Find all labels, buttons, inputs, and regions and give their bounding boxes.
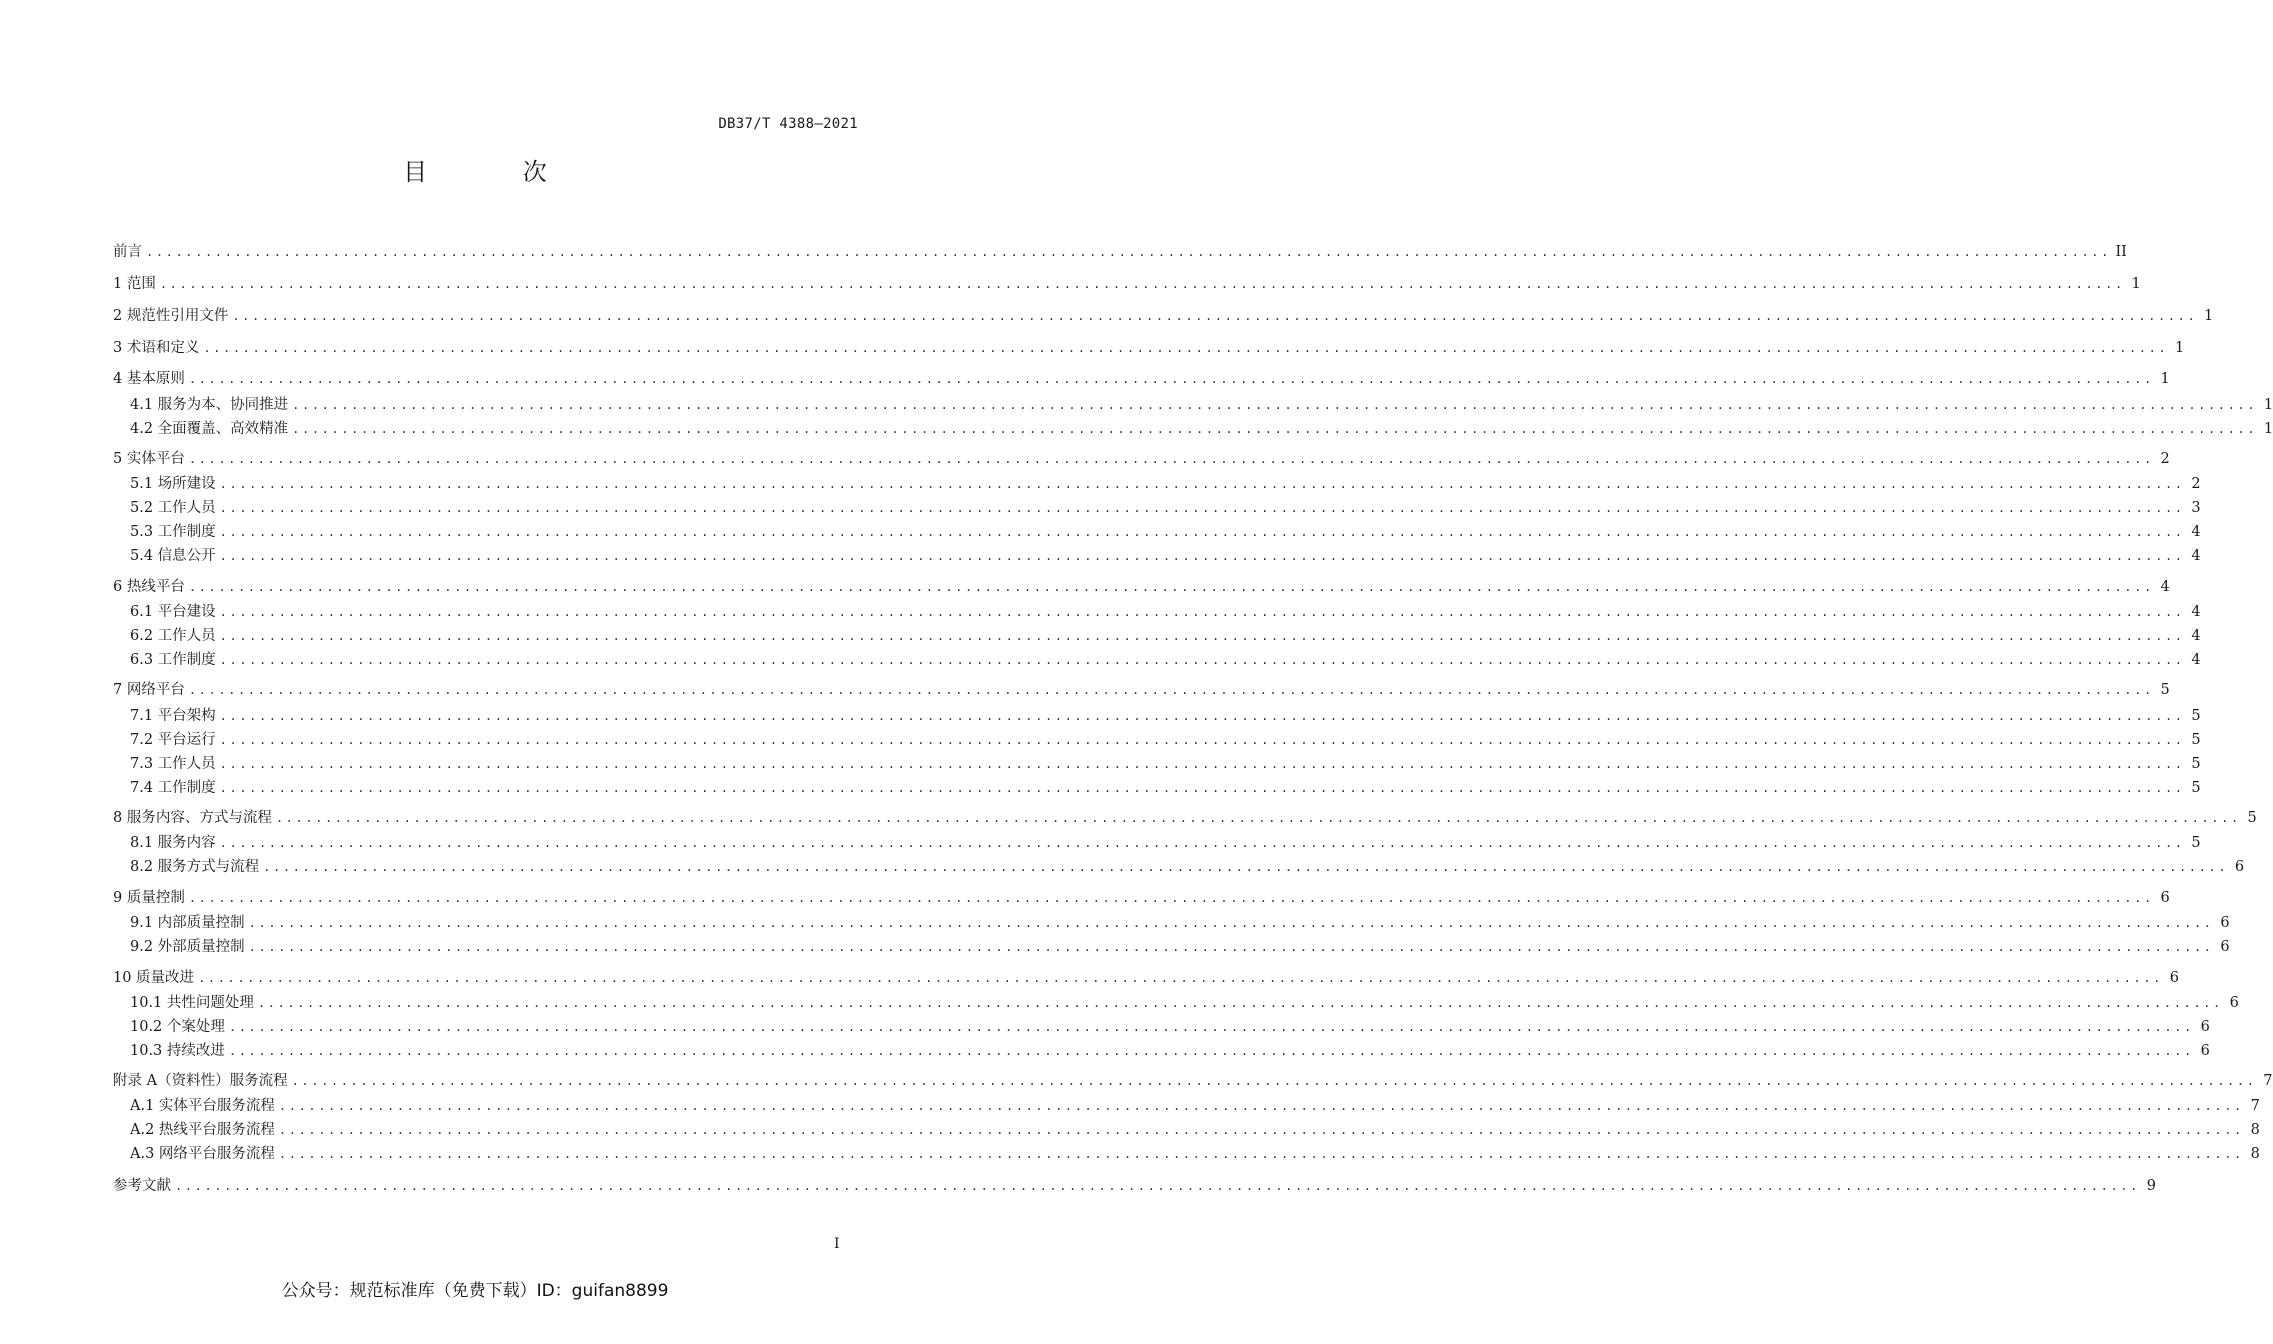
toc-dot-leader: ........................................................................................................................................................................................................ bbox=[188, 452, 2154, 466]
toc-entry-label: 10.2 个案处理 bbox=[130, 1019, 225, 1035]
toc-entry-page: 6 bbox=[2200, 1019, 2210, 1035]
toc-entry-page: 4 bbox=[2191, 548, 2201, 564]
toc-entry-page: 3 bbox=[2191, 500, 2201, 516]
toc-entry-page: 5 bbox=[2191, 780, 2201, 796]
toc-dot-leader: ........................................................................................................................................................................................................ bbox=[146, 245, 2111, 259]
toc-entry-label: 10.3 持续改进 bbox=[130, 1043, 225, 1059]
toc-subentry[interactable] bbox=[130, 1016, 2210, 1038]
toc-subentry[interactable] bbox=[130, 1095, 2260, 1117]
toc-entry-page: 4 bbox=[2191, 652, 2201, 668]
toc-dot-leader: ........................................................................................................................................................................................................ bbox=[291, 1074, 2257, 1088]
toc-subentry[interactable] bbox=[130, 497, 2201, 519]
toc-entry-label: 2 规范性引用文件 bbox=[113, 308, 229, 324]
toc-entry[interactable] bbox=[113, 679, 2170, 701]
toc-entry-page: 4 bbox=[2160, 579, 2170, 595]
toc-dot-leader: ........................................................................................................................................................................................................ bbox=[219, 501, 2185, 515]
toc-entry-label: 6 热线平台 bbox=[113, 579, 185, 595]
toc-entry-label: 6.3 工作制度 bbox=[130, 652, 216, 668]
page-number: I bbox=[834, 1236, 840, 1252]
toc-title: 目 次 bbox=[403, 158, 591, 186]
toc-entry-label: 7.2 平台运行 bbox=[130, 732, 216, 748]
toc-entry[interactable] bbox=[113, 368, 2170, 390]
toc-subentry[interactable] bbox=[130, 729, 2201, 751]
toc-subentry[interactable] bbox=[130, 912, 2230, 934]
toc-dot-leader: ........................................................................................................................................................................................................ bbox=[188, 580, 2154, 594]
toc-entry-page: 8 bbox=[2250, 1122, 2260, 1138]
toc-entry-page: 5 bbox=[2247, 810, 2257, 826]
toc-dot-leader: ........................................................................................................................................................................................................ bbox=[219, 653, 2185, 667]
toc-entry-page: 7 bbox=[2263, 1073, 2273, 1089]
toc-entry[interactable] bbox=[113, 273, 2141, 295]
toc-dot-leader: ........................................................................................................................................................................................................ bbox=[219, 525, 2185, 539]
toc-entry[interactable] bbox=[113, 1175, 2156, 1197]
toc-entry-label: 7.4 工作制度 bbox=[130, 780, 216, 796]
toc-dot-leader: ........................................................................................................................................................................................................ bbox=[219, 709, 2185, 723]
toc-subentry[interactable] bbox=[130, 1040, 2210, 1062]
toc-dot-leader: ........................................................................................................................................................................................................ bbox=[219, 757, 2185, 771]
toc-entry-page: 5 bbox=[2191, 756, 2201, 772]
toc-subentry[interactable] bbox=[130, 649, 2201, 671]
toc-entry-label: 1 范围 bbox=[113, 276, 156, 292]
toc-entry-page: 6 bbox=[2220, 939, 2230, 955]
toc-entry-label: 参考文献 bbox=[113, 1178, 171, 1194]
toc-subentry[interactable] bbox=[130, 832, 2201, 854]
toc-dot-leader: ........................................................................................................................................................................................................ bbox=[278, 1123, 2244, 1137]
toc-entry-label: 5.3 工作制度 bbox=[130, 524, 216, 540]
toc-subentry[interactable] bbox=[130, 705, 2201, 727]
toc-dot-leader: ........................................................................................................................................................................................................ bbox=[188, 891, 2154, 905]
toc-entry-page: 5 bbox=[2191, 708, 2201, 724]
toc-entry-page: 1 bbox=[2204, 308, 2214, 324]
toc-entry[interactable] bbox=[113, 305, 2214, 327]
toc-entry-label: A.1 实体平台服务流程 bbox=[130, 1098, 275, 1114]
toc-dot-leader: ........................................................................................................................................................................................................ bbox=[278, 1147, 2244, 1161]
toc-entry-page: 1 bbox=[2160, 371, 2170, 387]
toc-dot-leader: ........................................................................................................................................................................................................ bbox=[203, 341, 2169, 355]
toc-entry-label: 9 质量控制 bbox=[113, 890, 185, 906]
toc-entry-label: 7.1 平台架构 bbox=[130, 708, 216, 724]
toc-entry-label: 8.2 服务方式与流程 bbox=[130, 859, 260, 875]
toc-entry-page: 1 bbox=[2263, 421, 2273, 437]
toc-subentry[interactable] bbox=[130, 545, 2201, 567]
toc-entry-page: 4 bbox=[2191, 524, 2201, 540]
document-code: DB37/T 4388—2021 bbox=[718, 116, 858, 132]
toc-entry-label: 4.1 服务为本、协同推进 bbox=[130, 397, 289, 413]
toc-entry-label: 6.2 工作人员 bbox=[130, 628, 216, 644]
toc-dot-leader: ........................................................................................................................................................................................................ bbox=[219, 781, 2185, 795]
toc-entry-page: 1 bbox=[2175, 340, 2185, 356]
toc-entry-page: 4 bbox=[2191, 604, 2201, 620]
toc-entry-page: 5 bbox=[2191, 732, 2201, 748]
toc-dot-leader: ........................................................................................................................................................................................................ bbox=[219, 733, 2185, 747]
toc-entry-label: 10 质量改进 bbox=[113, 970, 195, 986]
toc-entry-label: 5.2 工作人员 bbox=[130, 500, 216, 516]
toc-subentry[interactable] bbox=[130, 992, 2239, 1014]
toc-dot-leader: ........................................................................................................................................................................................................ bbox=[292, 422, 2258, 436]
toc-subentry[interactable] bbox=[130, 936, 2230, 958]
toc-dot-leader: ........................................................................................................................................................................................................ bbox=[198, 971, 2163, 985]
toc-entry[interactable] bbox=[113, 448, 2170, 470]
toc-entry-page: II bbox=[2115, 244, 2127, 260]
toc-entry-label: A.2 热线平台服务流程 bbox=[130, 1122, 275, 1138]
toc-subentry[interactable] bbox=[130, 625, 2201, 647]
toc-dot-leader: ........................................................................................................................................................................................................ bbox=[248, 916, 2214, 930]
toc-subentry[interactable] bbox=[130, 601, 2201, 623]
toc-entry-page: 1 bbox=[2131, 276, 2141, 292]
toc-subentry[interactable] bbox=[130, 473, 2201, 495]
toc-subentry[interactable] bbox=[130, 521, 2201, 543]
toc-entry-label: 7 网络平台 bbox=[113, 682, 185, 698]
toc-dot-leader: ........................................................................................................................................................................................................ bbox=[257, 996, 2223, 1010]
toc-entry-page: 6 bbox=[2229, 995, 2239, 1011]
toc-entry-page: 7 bbox=[2250, 1098, 2260, 1114]
toc-entry-page: 5 bbox=[2191, 835, 2201, 851]
toc-dot-leader: ........................................................................................................................................................................................................ bbox=[278, 1099, 2244, 1113]
toc-entry-page: 9 bbox=[2146, 1178, 2156, 1194]
toc-subentry[interactable] bbox=[130, 1143, 2260, 1165]
toc-entry-label: 10.1 共性问题处理 bbox=[130, 995, 254, 1011]
toc-entry-label: 8.1 服务内容 bbox=[130, 835, 216, 851]
toc-entry-page: 5 bbox=[2160, 682, 2170, 698]
toc-entry-page: 6 bbox=[2200, 1043, 2210, 1059]
toc-entry-label: 附录 A（资料性）服务流程 bbox=[113, 1073, 288, 1089]
toc-dot-leader: ........................................................................................................................................................................................................ bbox=[248, 940, 2214, 954]
toc-dot-leader: ........................................................................................................................................................................................................ bbox=[228, 1044, 2194, 1058]
toc-entry-page: 1 bbox=[2263, 397, 2273, 413]
toc-entry-page: 2 bbox=[2191, 476, 2201, 492]
toc-dot-leader: ........................................................................................................................................................................................................ bbox=[275, 811, 2241, 825]
toc-entry[interactable] bbox=[113, 887, 2170, 909]
toc-entry-page: 2 bbox=[2160, 451, 2170, 467]
toc-subentry[interactable] bbox=[130, 777, 2201, 799]
toc-dot-leader: ........................................................................................................................................................................................................ bbox=[228, 1020, 2194, 1034]
toc-entry[interactable] bbox=[113, 241, 2127, 263]
toc-dot-leader: ........................................................................................................................................................................................................ bbox=[219, 836, 2185, 850]
toc-entry-page: 6 bbox=[2220, 915, 2230, 931]
toc-dot-leader: ........................................................................................................................................................................................................ bbox=[292, 398, 2258, 412]
toc-entry-label: 9.2 外部质量控制 bbox=[130, 939, 245, 955]
toc-entry-page: 6 bbox=[2169, 970, 2179, 986]
toc-dot-leader: ........................................................................................................................................................................................................ bbox=[188, 683, 2154, 697]
toc-entry[interactable] bbox=[113, 807, 2257, 829]
toc-subentry[interactable] bbox=[130, 1119, 2260, 1141]
toc-dot-leader: ........................................................................................................................................................................................................ bbox=[159, 277, 2125, 291]
toc-entry[interactable] bbox=[113, 337, 2185, 359]
toc-dot-leader: ........................................................................................................................................................................................................ bbox=[232, 309, 2198, 323]
toc-dot-leader: ........................................................................................................................................................................................................ bbox=[219, 605, 2185, 619]
toc-entry-label: 4 基本原则 bbox=[113, 371, 185, 387]
toc-entry-label: 前言 bbox=[113, 244, 142, 260]
toc-dot-leader: ........................................................................................................................................................................................................ bbox=[219, 629, 2185, 643]
toc-subentry[interactable] bbox=[130, 418, 2273, 440]
toc-dot-leader: ........................................................................................................................................................................................................ bbox=[263, 860, 2229, 874]
toc-entry-label: 9.1 内部质量控制 bbox=[130, 915, 245, 931]
toc-entry-label: 5.1 场所建设 bbox=[130, 476, 216, 492]
toc-entry-label: 3 术语和定义 bbox=[113, 340, 200, 356]
toc-entry-label: 6.1 平台建设 bbox=[130, 604, 216, 620]
toc-dot-leader: ........................................................................................................................................................................................................ bbox=[219, 549, 2185, 563]
toc-subentry[interactable] bbox=[130, 753, 2201, 775]
toc-entry-label: 4.2 全面覆盖、高效精准 bbox=[130, 421, 289, 437]
toc-entry-label: 8 服务内容、方式与流程 bbox=[113, 810, 272, 826]
toc-entry-page: 6 bbox=[2160, 890, 2170, 906]
toc-entry-label: 5.4 信息公开 bbox=[130, 548, 216, 564]
toc-dot-leader: ........................................................................................................................................................................................................ bbox=[219, 477, 2185, 491]
toc-subentry[interactable] bbox=[130, 856, 2245, 878]
toc-subentry[interactable] bbox=[130, 394, 2273, 416]
toc-entry-label: 5 实体平台 bbox=[113, 451, 185, 467]
toc-entry[interactable] bbox=[113, 576, 2170, 598]
toc-entry-page: 4 bbox=[2191, 628, 2201, 644]
toc-entry-label: A.3 网络平台服务流程 bbox=[130, 1146, 275, 1162]
footer-watermark-note: 公众号：规范标准库（免费下载）ID：guifan8899 bbox=[281, 1281, 669, 1301]
toc-dot-leader: ........................................................................................................................................................................................................ bbox=[175, 1179, 2140, 1193]
toc-entry[interactable] bbox=[113, 1070, 2273, 1092]
toc-dot-leader: ........................................................................................................................................................................................................ bbox=[188, 372, 2154, 386]
toc-entry-label: 7.3 工作人员 bbox=[130, 756, 216, 772]
toc-entry-page: 6 bbox=[2234, 859, 2245, 875]
toc-entry[interactable] bbox=[113, 967, 2179, 989]
toc-entry-page: 8 bbox=[2250, 1146, 2260, 1162]
